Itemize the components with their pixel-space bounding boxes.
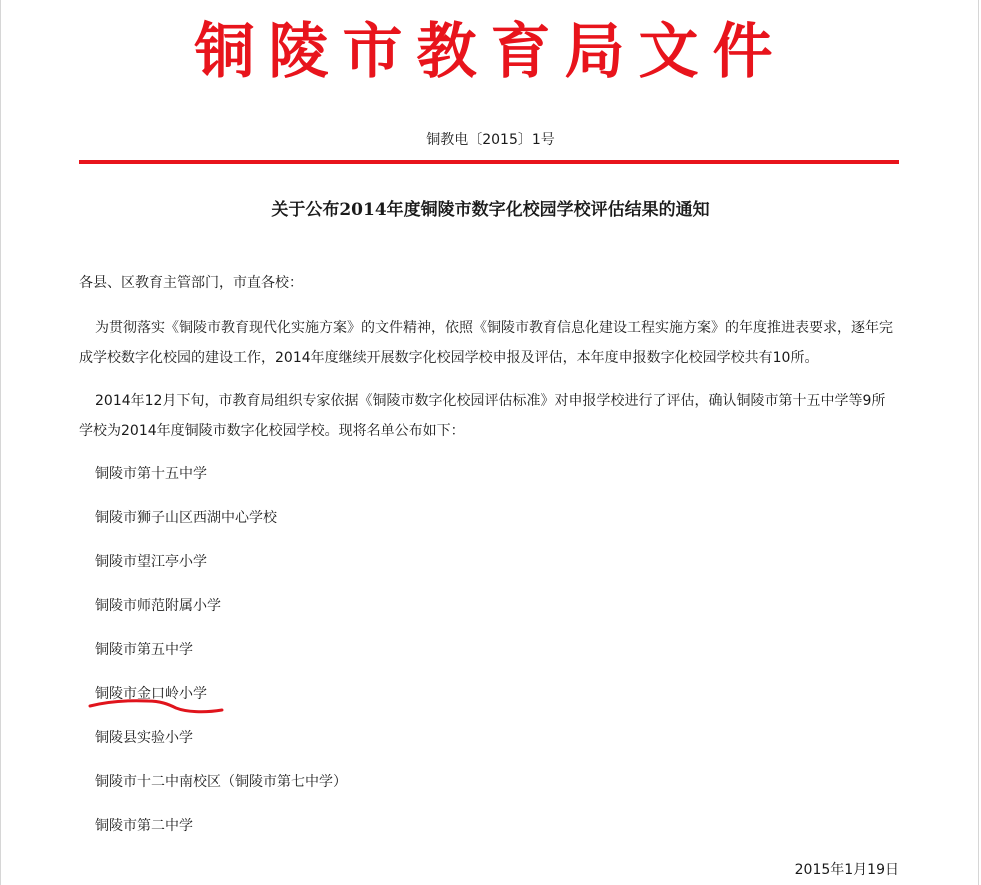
body-paragraph-1: 为贯彻落实《铜陵市教育现代化实施方案》的文件精神，依照《铜陵市教育信息化建设工程实施方案》的年度推进表要求，逐年完成学校数字化校园的建设工作，2014年度继续开展数字化校园学校申报及评估，本年度申报数字化校园学校共有10所。 — [79, 320, 893, 366]
school-list-item: 铜陵市狮子山区西湖中心学校 — [95, 510, 277, 526]
school-list-item: 铜陵市第二中学 — [95, 818, 193, 834]
school-list-item: 铜陵市第十五中学 — [95, 466, 207, 482]
school-list-item: 铜陵县实验小学 — [95, 730, 193, 746]
school-list-item-highlighted: 铜陵市金口岭小学 — [95, 686, 207, 702]
notice-title: 关于公布2014年度铜陵市数字化校园学校评估结果的通知 — [271, 200, 710, 220]
school-list-item: 铜陵市望江亭小学 — [95, 554, 207, 570]
red-header-rule — [79, 160, 899, 164]
salutation: 各县、区教育主管部门，市直各校： — [79, 275, 303, 291]
document-number: 铜教电〔2015〕1号 — [426, 132, 555, 148]
agency-header-title: 铜陵市教育局文件 — [194, 17, 787, 87]
issue-date: 2015年1月19日 — [794, 862, 899, 878]
school-list-item: 铜陵市师范附属小学 — [95, 598, 221, 614]
handwritten-underline-mark — [86, 694, 228, 720]
body-paragraph-2: 2014年12月下旬，市教育局组织专家依据《铜陵市数字化校园评估标准》对申报学校进行了评估，确认铜陵市第十五中学等9所学校为2014年度铜陵市数字化校园学校。现将名单公布如下： — [79, 393, 886, 439]
school-list-item: 铜陵市十二中南校区（铜陵市第七中学） — [95, 774, 347, 790]
school-list-item: 铜陵市第五中学 — [95, 642, 193, 658]
